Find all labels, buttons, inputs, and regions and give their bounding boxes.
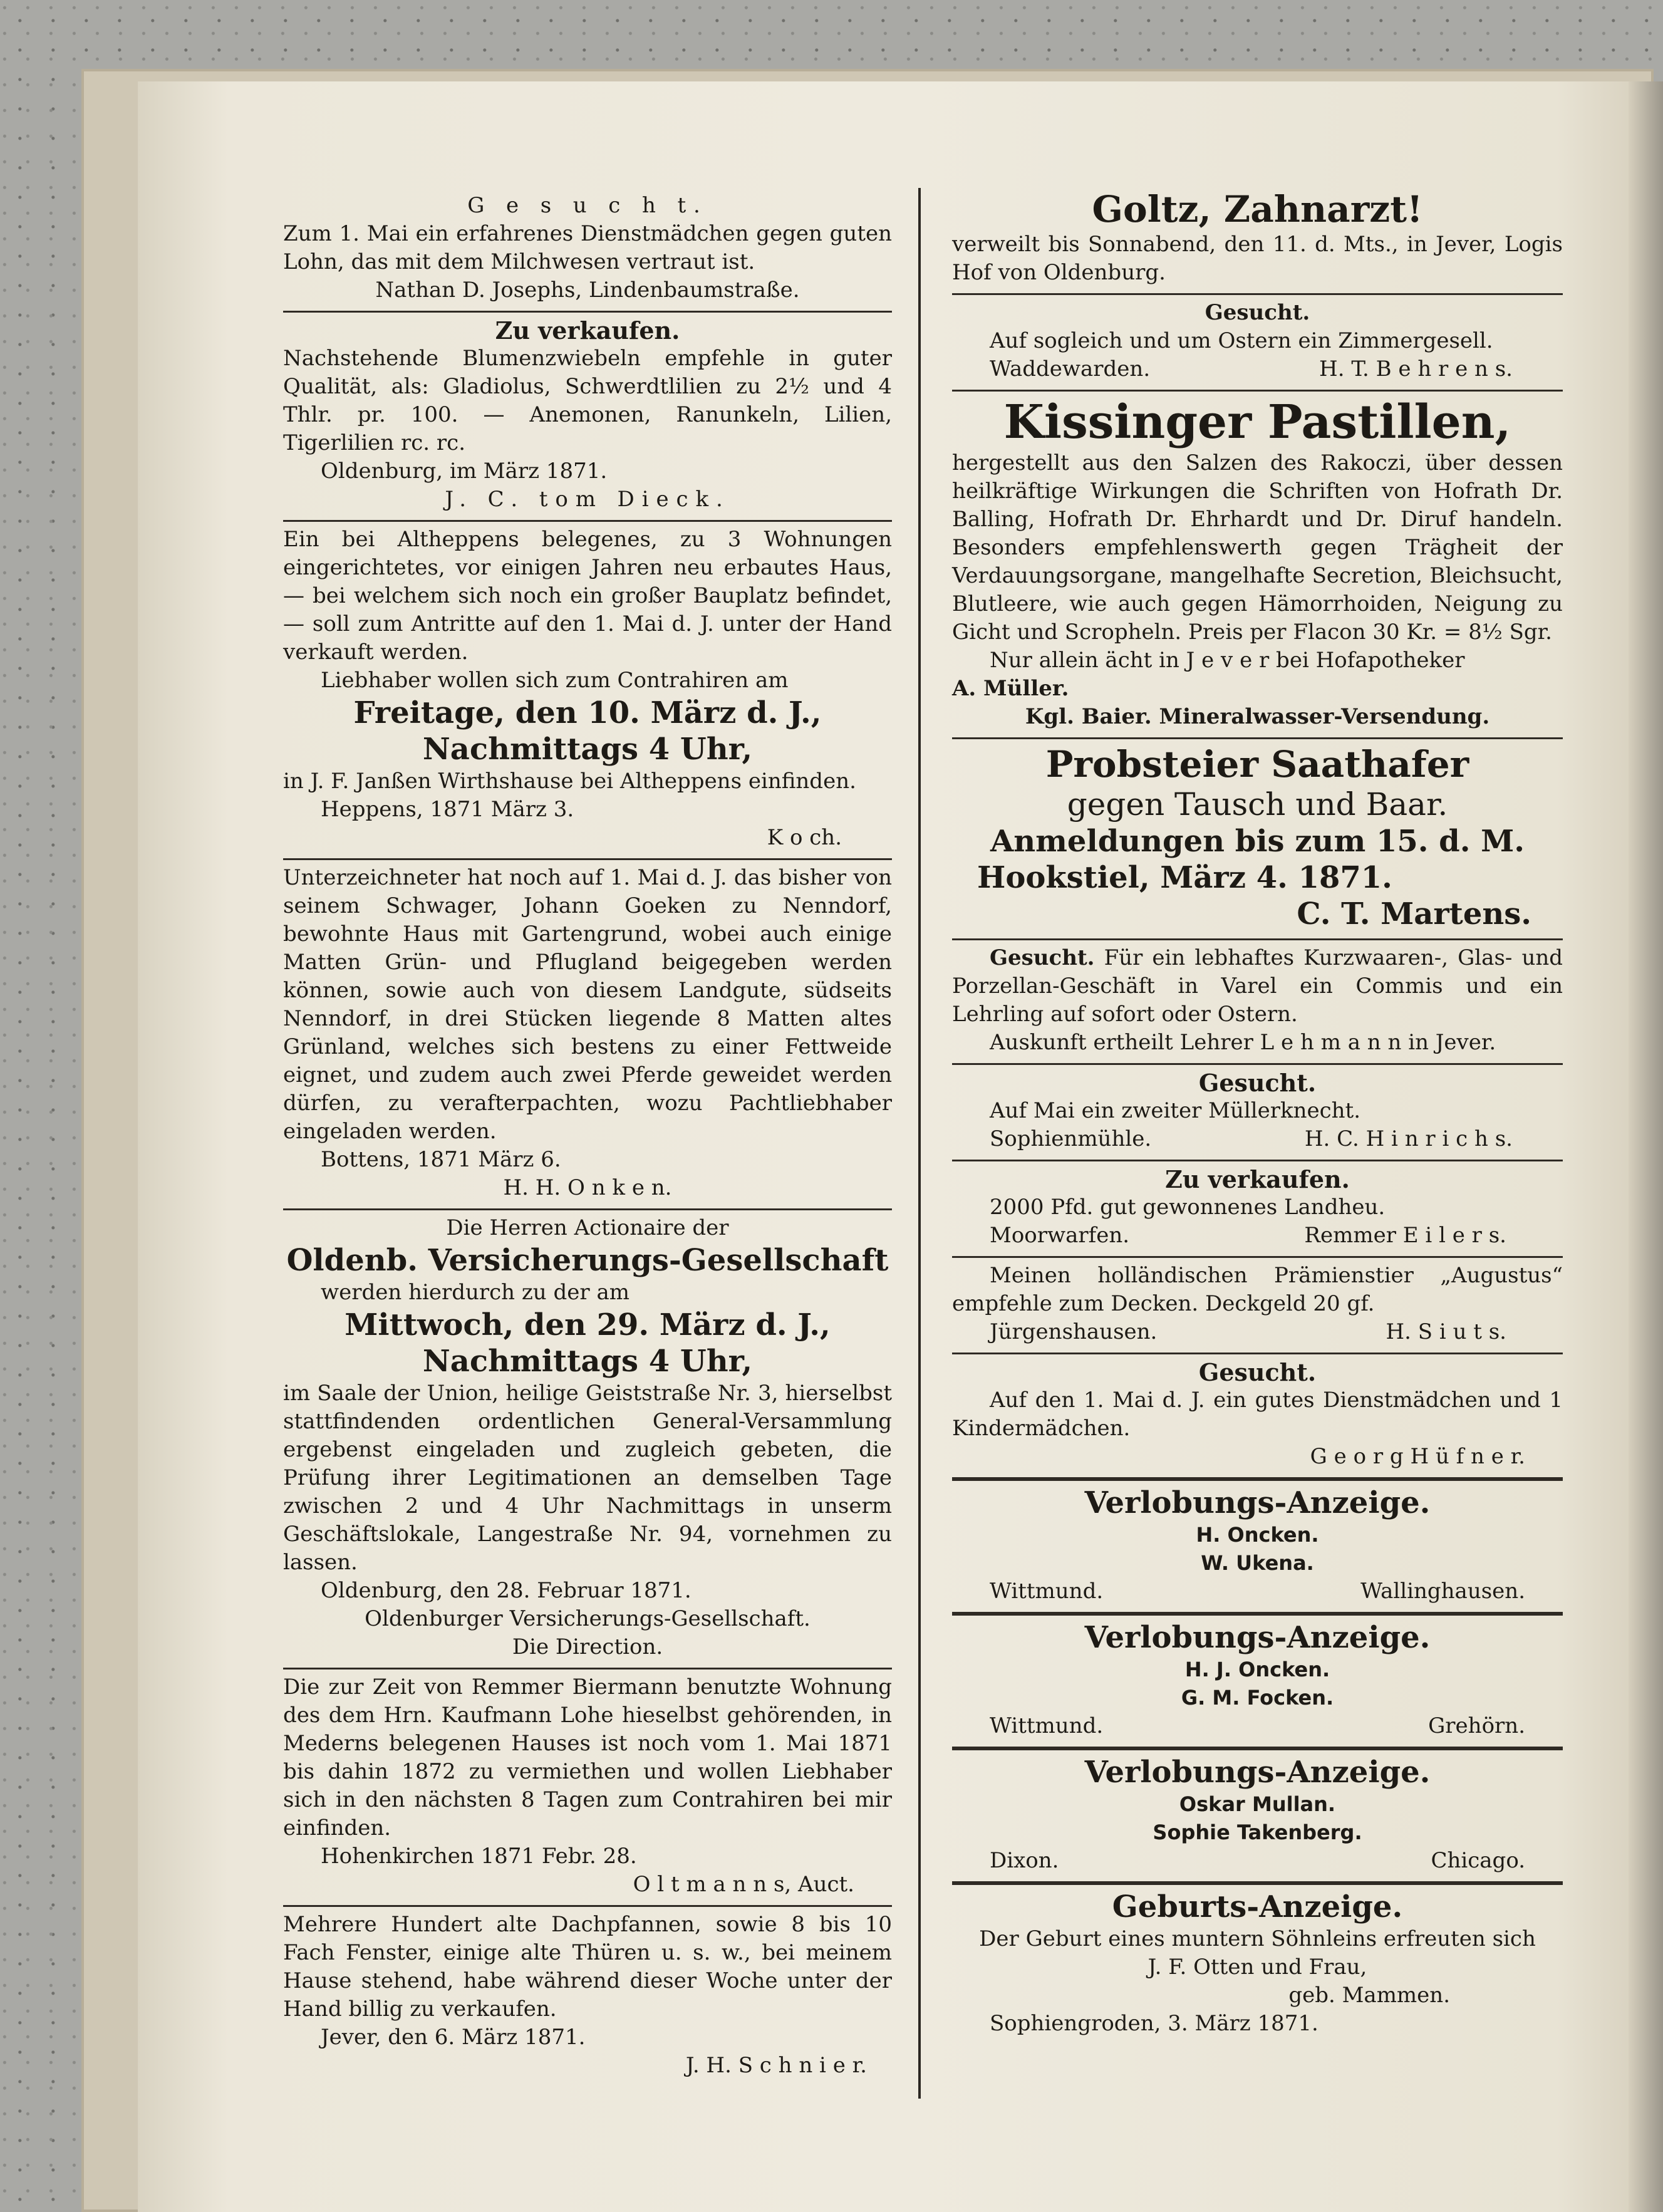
ad-commis bbox=[952, 938, 1563, 1063]
ad-place-date: Sophiengroden, 3. März 1871. bbox=[990, 2011, 1318, 2036]
ad-muellerknecht bbox=[952, 1063, 1563, 1160]
ad-line2: Anmeldungen bis zum 15. d. M. bbox=[990, 824, 1525, 859]
ad-heading: Gesucht. bbox=[1198, 1069, 1317, 1097]
ad-signature: H. T. B e h r e n s. bbox=[1319, 356, 1513, 382]
ad-gesucht-dienstmaedchen bbox=[283, 188, 892, 311]
ad-heading: G e s u c h t. bbox=[467, 193, 708, 218]
ad-place-date: Jever, den 6. März 1871. bbox=[321, 2025, 586, 2050]
ad-place-right: Grehörn. bbox=[1428, 1713, 1525, 1738]
ad-place-date: Hohenkirchen 1871 Febr. 28. bbox=[321, 1844, 637, 1869]
ad-praemienstier bbox=[952, 1256, 1563, 1353]
ad-body: Ein bei Altheppens belegenes, zu 3 Wohnungen eingerichtetes, vor einigen Jahren neu erbautes Haus, — bei welchem sich noch ein großer Bauplatz befindet, — soll zum Antritte auf den 1. Mai d. J. unter der Hand verkauft werden. bbox=[283, 527, 892, 665]
ad-verpachtung-nenndorf bbox=[283, 858, 892, 1208]
ad-body: verweilt bis Sonnabend, den 11. d. Mts., in Jever, Logis Hof von Oldenburg. bbox=[952, 232, 1563, 285]
ad-footer-row bbox=[952, 355, 1563, 383]
ad-footer-row bbox=[952, 1318, 1563, 1346]
ad-footer-row bbox=[952, 1712, 1563, 1740]
ad-signature: O l t m a n n s, Auct. bbox=[633, 1872, 854, 1897]
ad-versicherungs-gesellschaft bbox=[283, 1208, 892, 1668]
ad-name1: Oskar Mullan. bbox=[1179, 1792, 1336, 1816]
ad-heading: Gesucht. bbox=[1198, 1358, 1317, 1386]
ad-time-line: Nachmittags 4 Uhr, bbox=[422, 732, 753, 767]
ad-lead: Gesucht. bbox=[990, 945, 1095, 970]
ad-signature: G e o r g H ü f n e r. bbox=[1310, 1444, 1525, 1469]
ad-body: Die zur Zeit von Remmer Biermann benutzte Wohnung des dem Hrn. Kaufmann Lohe hieselbst gehörenden, in Mederns belegenen Hauses ist noch vom 1. Mai 1871 bis dahin 1872 zu vermiethen und wollen Liebhaber sich in den nächsten 8 Tagen zum Contrahiren bei mir einfinden. bbox=[283, 1675, 892, 1841]
ad-place-right: Wallinghausen. bbox=[1360, 1579, 1525, 1604]
ad-verlobung-oncken-focken bbox=[952, 1612, 1563, 1747]
ad-signature: C. T. Martens. bbox=[1297, 896, 1531, 932]
ad-signature: H. C. H i n r i c h s. bbox=[1304, 1126, 1513, 1151]
ad-body: im Saale der Union, heilige Geiststraße Nr. 3, hierselbst stattfindenden ordentlichen General-Versammlung ergebenst eingeladen und zugleich gebeten, die Prüfung ihrer Legitimationen an demselben Tage zwischen 2 und 4 Uhr Nachmittags in unserm Geschäftslokale, Langestraße Nr. 94, vornehmen zu lassen. bbox=[283, 1381, 892, 1575]
ad-geburts-anzeige bbox=[952, 1881, 1563, 2044]
ad-body: Meinen holländischen Prämienstier „Augustus“ empfehle zum Decken. Deckgeld 20 gf. bbox=[952, 1263, 1563, 1316]
ad-signature-company: Oldenburger Versicherungs-Gesellschaft. bbox=[365, 1606, 811, 1631]
ad-heading: Kissinger Pastillen, bbox=[1003, 395, 1511, 449]
ad-location: in J. F. Janßen Wirthshause bei Altheppens einfinden. bbox=[283, 769, 856, 794]
ad-heading: Zu verkaufen. bbox=[495, 316, 680, 345]
ad-dienstmaedchen-huefner bbox=[952, 1353, 1563, 1477]
ad-body: Unterzeichneter hat noch auf 1. Mai d. J. das bisher von seinem Schwager, Johann Goeken zu Nenndorf, bewohnte Haus mit Gartengrund, wobei auch einige Matten Grün- und Pflugland beigegeben werden können, sowie auch von diesem Landgute, südseits Nenndorf, in drei Stücken liegende 8 Matten altes Grünland, welches sich bestens zu einer Fettweide eignet, und zudem auch zwei Pferde geweidet werden dürfen, zu verafterpachten, wozu Pachtliebhaber eingeladen werden. bbox=[283, 865, 892, 1144]
ad-place-left: Wittmund. bbox=[990, 1713, 1104, 1738]
ad-heading: Verlobungs-Anzeige. bbox=[1084, 1755, 1431, 1790]
ad-signature: J. H. S c h n i e r. bbox=[685, 2053, 867, 2078]
ad-signature: H. S i u t s. bbox=[1386, 1319, 1506, 1344]
ad-date-line: Freitage, den 10. März d. J., bbox=[353, 695, 822, 730]
ad-heading: Goltz, Zahnarzt! bbox=[1092, 188, 1423, 231]
ad-footer-row bbox=[952, 1577, 1563, 1606]
ad-sale: Nur allein ächt in J e v e r bei Hofapotheker bbox=[990, 648, 1465, 673]
ad-signature: Remmer E i l e r s. bbox=[1304, 1223, 1506, 1248]
ad-name2: W. Ukena. bbox=[1201, 1551, 1314, 1575]
left-column bbox=[283, 188, 892, 2086]
ad-name2: Sophie Takenberg. bbox=[1153, 1820, 1362, 1844]
ad-place: Jürgenshausen. bbox=[990, 1319, 1158, 1344]
ad-body: Nachstehende Blumenzwiebeln empfehle in guter Qualität, als: Gladiolus, Schwerdtlilien zu 2½ und 4 Thlr. pr. 100. — Anemonen, Ranunkeln, Lilien, Tigerlilien rc. rc. bbox=[283, 346, 892, 455]
ad-name1: H. J. Oncken. bbox=[1184, 1658, 1330, 1681]
ad-footer-row bbox=[952, 1125, 1563, 1153]
ad-body: Für ein lebhaftes Kurzwaaren-, Glas- und Porzellan-Geschäft in Varel ein Commis und ein Lehrling auf sofort oder Ostern. bbox=[952, 945, 1563, 1027]
ad-footer-row bbox=[952, 1847, 1563, 1875]
ad-signature: J. C. tom Dieck. bbox=[445, 487, 730, 512]
ad-verlobung-mullan-takenberg bbox=[952, 1747, 1563, 1881]
ad-place-date: Oldenburg, den 28. Februar 1871. bbox=[321, 1578, 692, 1603]
ad-line1: gegen Tausch und Baar. bbox=[1067, 786, 1448, 823]
ad-dachpfannen bbox=[283, 1905, 892, 2086]
ad-body: hergestellt aus den Salzen des Rakoczi, über dessen heilkräftige Wirkungen die Schriften von Hofrath Dr. Balling, Hofrath Dr. Ehrhardt und Dr. Diruf handeln. Besonders empfehlenswerth gegen Trägheit der Verdauungsorgane, mangelhafte Secretion, Bleichsucht, Blutleere, wie auch gegen Hämorrhoiden, Neigung zu Gicht und Scropheln. Preis per Flacon 30 Kr. = 8½ Sgr. bbox=[952, 450, 1563, 645]
ad-pharmacist: A. Müller. bbox=[952, 676, 1069, 701]
ad-place: Waddewarden. bbox=[990, 356, 1151, 382]
ad-place: Moorwarfen. bbox=[990, 1223, 1130, 1248]
ad-body: Auf sogleich und um Ostern ein Zimmergesell. bbox=[990, 328, 1493, 353]
ad-name1: H. Oncken. bbox=[1196, 1523, 1319, 1547]
ad-signature: H. H. O n k e n. bbox=[503, 1175, 672, 1200]
ad-signature: Nathan D. Josephs, Lindenbaumstraße. bbox=[375, 278, 800, 303]
ad-place: Sophienmühle. bbox=[990, 1126, 1152, 1151]
ad-body: 2000 Pfd. gut gewonnenes Landheu. bbox=[990, 1195, 1386, 1220]
ad-place-date: Heppens, 1871 März 3. bbox=[321, 797, 574, 822]
ad-goltz-zahnarzt bbox=[952, 188, 1563, 293]
ad-place-left: Dixon. bbox=[990, 1848, 1059, 1873]
ad-landheu bbox=[952, 1160, 1563, 1256]
ad-signature-direction: Die Direction. bbox=[512, 1634, 663, 1659]
ad-maiden: geb. Mammen. bbox=[1288, 1983, 1450, 2008]
ad-line3: Hookstiel, März 4. 1871. bbox=[977, 860, 1392, 895]
ad-footer-row bbox=[952, 1222, 1563, 1250]
ad-blumenzwiebeln bbox=[283, 311, 892, 520]
ad-body: Mehrere Hundert alte Dachpfannen, sowie 8 bis 10 Fach Fenster, einige alte Thüren u. s. w., bei meinem Hause stehend, habe während dieser Woche unter der Hand billig zu verkaufen. bbox=[283, 1912, 892, 2022]
ad-body: Auf den 1. Mai d. J. ein gutes Dienstmädchen und 1 Kindermädchen. bbox=[952, 1388, 1563, 1441]
ad-place-date: Bottens, 1871 März 6. bbox=[321, 1147, 561, 1172]
ad-name2: G. M. Focken. bbox=[1181, 1686, 1334, 1710]
ad-place-right: Chicago. bbox=[1431, 1848, 1525, 1873]
right-column bbox=[952, 188, 1563, 2044]
ad-heading: Verlobungs-Anzeige. bbox=[1084, 1485, 1431, 1520]
ad-heading: Verlobungs-Anzeige. bbox=[1084, 1620, 1431, 1655]
ad-probsteier-saathafer bbox=[952, 737, 1563, 938]
ad-parents: J. F. Otten und Frau, bbox=[1148, 1955, 1367, 1980]
ad-info: Auskunft ertheilt Lehrer L e h m a n n in Jever. bbox=[990, 1030, 1496, 1055]
ad-signature: K o ch. bbox=[767, 825, 842, 850]
ad-verlobung-oncken-ukena bbox=[952, 1477, 1563, 1612]
ad-heading: Gesucht. bbox=[1205, 300, 1310, 325]
ad-heading: Zu verkaufen. bbox=[1165, 1165, 1350, 1193]
ad-body: Auf Mai ein zweiter Müllerknecht. bbox=[990, 1098, 1361, 1123]
book-gutter bbox=[1629, 81, 1663, 2212]
ad-footer: Kgl. Baier. Mineralwasser-Versendung. bbox=[1025, 704, 1490, 729]
ad-date-line: Mittwoch, den 29. März d. J., bbox=[345, 1307, 831, 1342]
ad-body: Der Geburt eines muntern Söhnleins erfreuten sich bbox=[979, 1926, 1536, 1951]
ad-invite: Liebhaber wollen sich zum Contrahiren am bbox=[321, 668, 789, 693]
ad-intro: Die Herren Actionaire der bbox=[446, 1215, 729, 1240]
ad-kissinger-pastillen bbox=[952, 390, 1563, 737]
ad-zimmergesell bbox=[952, 293, 1563, 390]
ad-place-date: Oldenburg, im März 1871. bbox=[321, 459, 608, 484]
ad-wohnung-mederns bbox=[283, 1668, 892, 1905]
ad-place-left: Wittmund. bbox=[990, 1579, 1104, 1604]
ad-haus-altheppens bbox=[283, 520, 892, 858]
ad-invite: werden hierdurch zu der am bbox=[321, 1280, 629, 1305]
ad-time-line: Nachmittags 4 Uhr, bbox=[422, 1344, 753, 1379]
ad-body: Zum 1. Mai ein erfahrenes Dienstmädchen gegen guten Lohn, das mit dem Milchwesen vertraut ist. bbox=[283, 221, 892, 274]
ad-heading: Probsteier Saathafer bbox=[1045, 743, 1469, 786]
column-divider bbox=[918, 188, 921, 2099]
ad-heading: Geburts-Anzeige. bbox=[1112, 1889, 1403, 1924]
ad-company: Oldenb. Versicherungs-Gesellschaft bbox=[286, 1243, 889, 1278]
